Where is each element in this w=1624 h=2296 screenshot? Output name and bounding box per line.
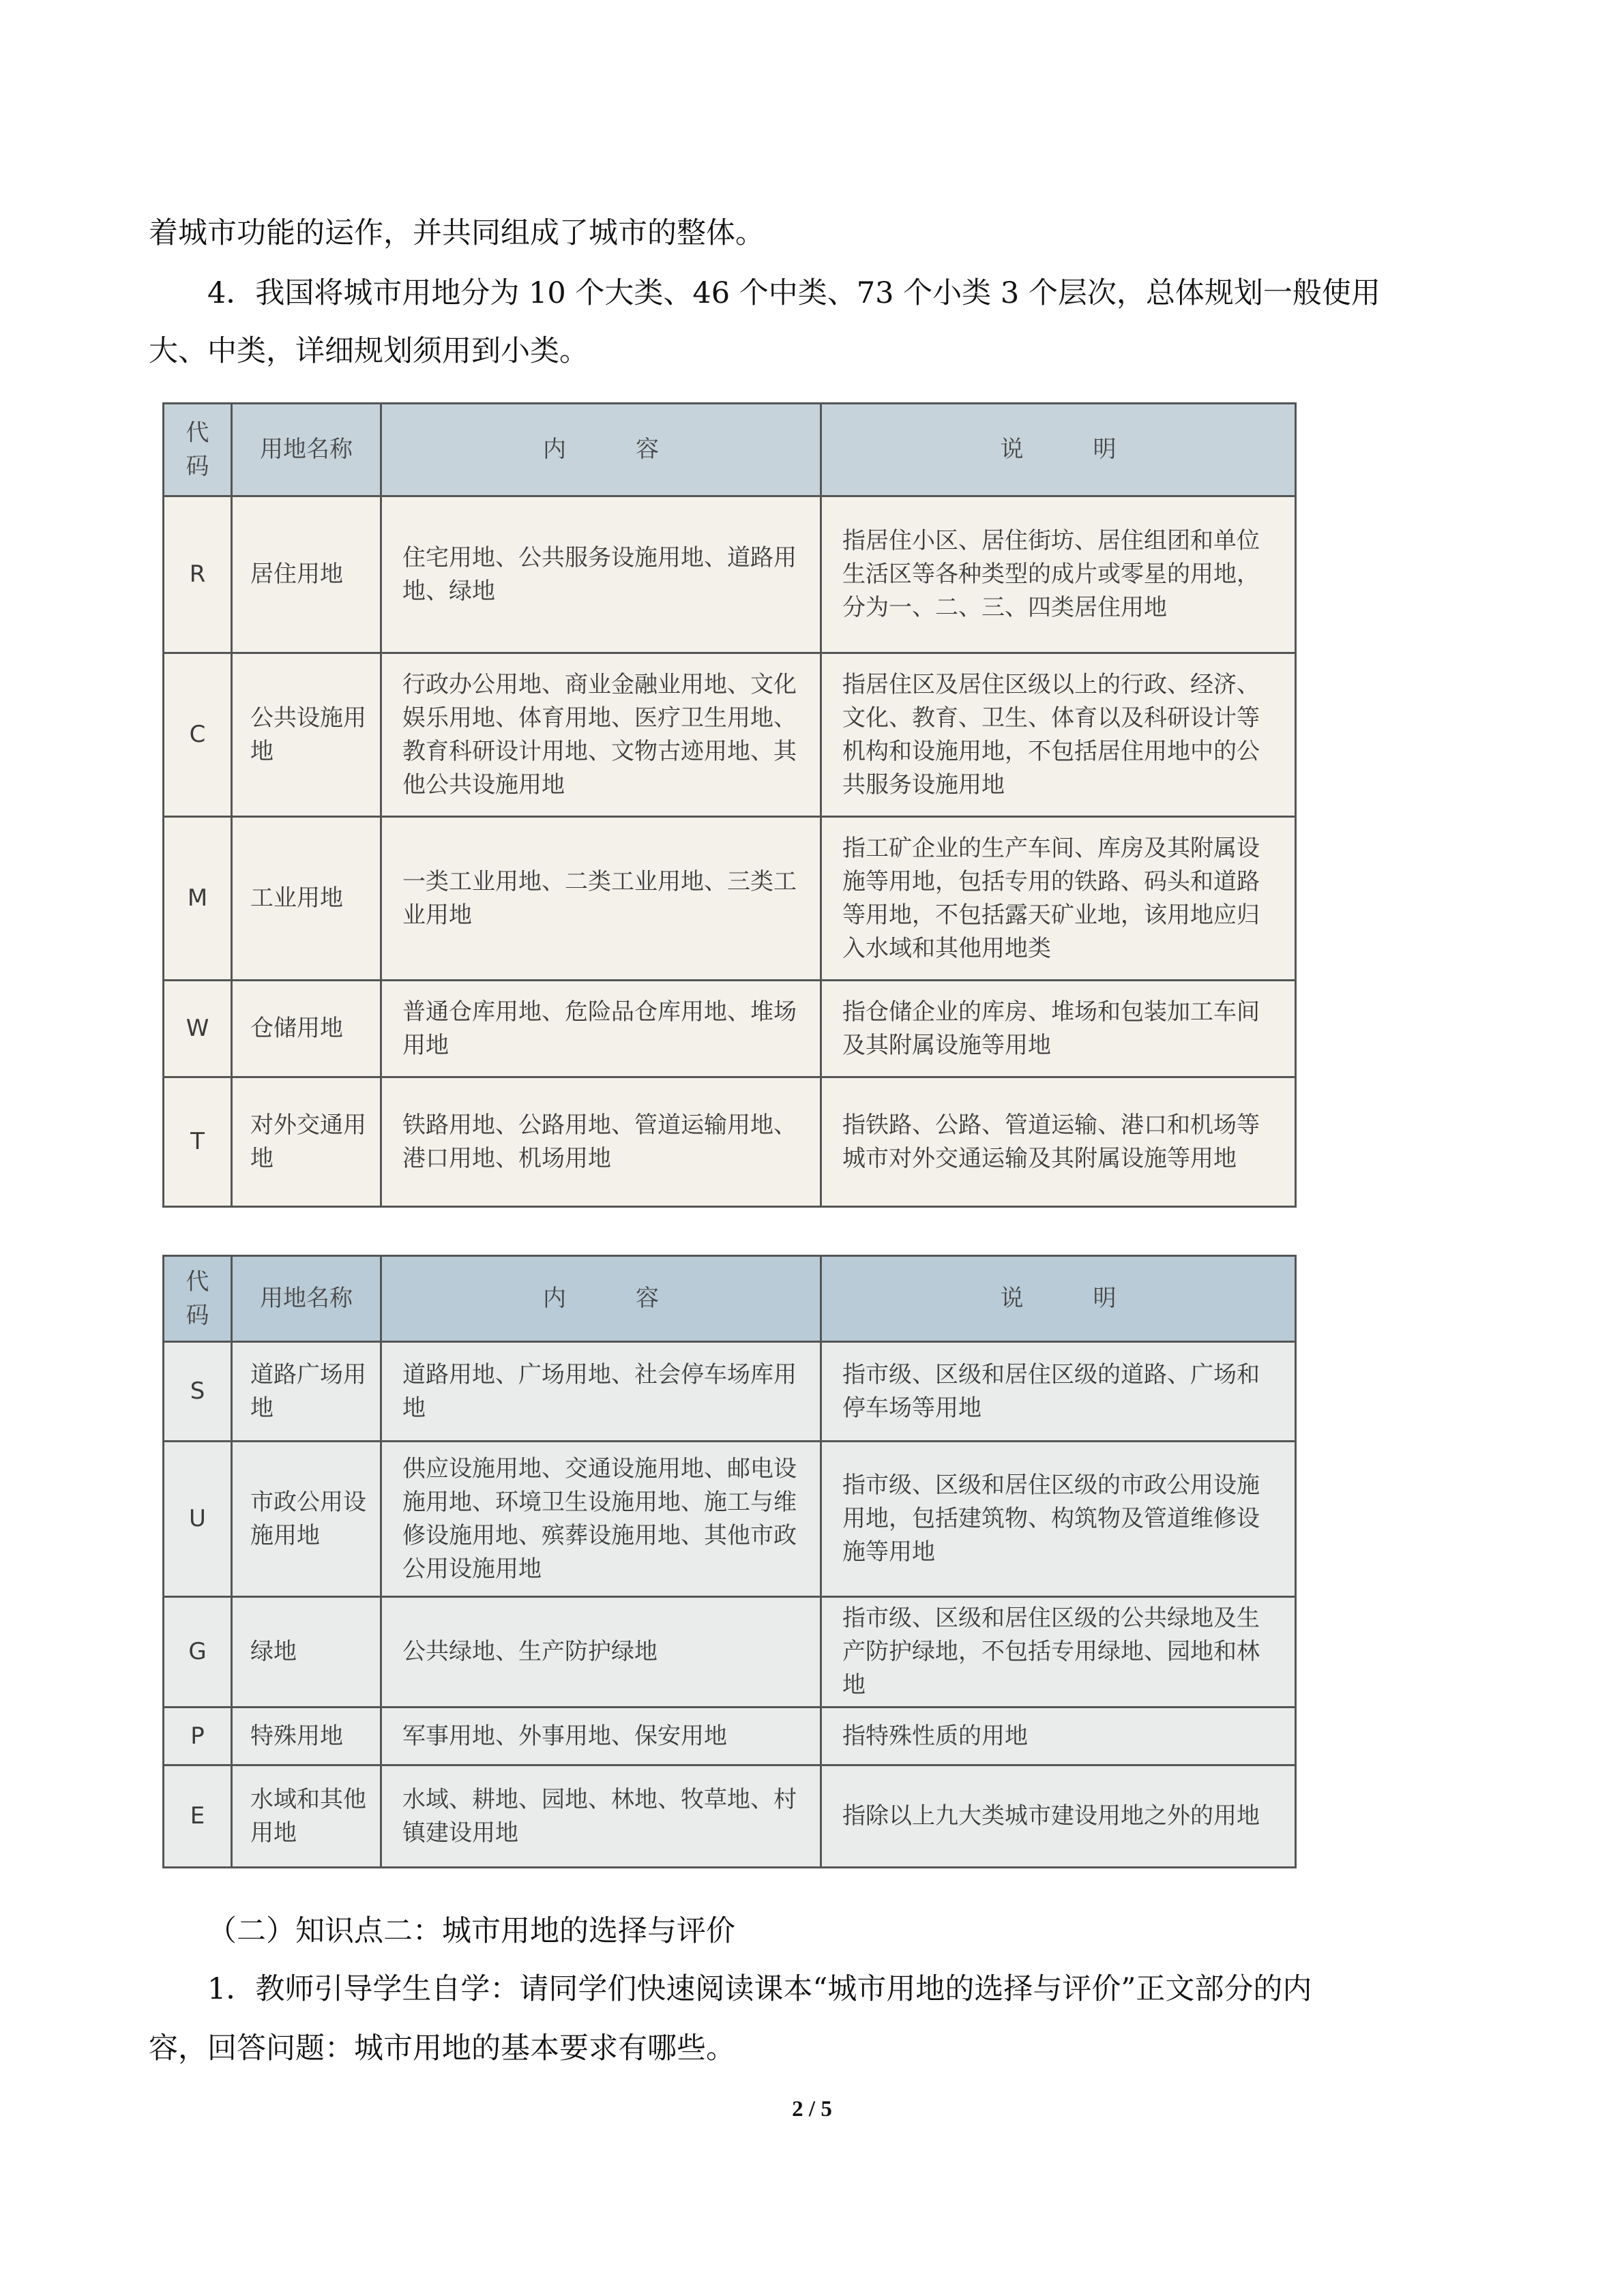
header-code-label: 代 码 [186,419,209,480]
header-name: 用地名称 [232,404,381,496]
row-code: U [164,1442,232,1597]
row-content: 一类工业用地、二类工业用地、三类工业用地 [381,817,821,981]
row-note: 指居住小区、居住街坊、居住组团和单位生活区等各种类型的成片或零星的用地，分为一、二、三、四类居住用地 [821,496,1296,653]
row-note: 指特殊性质的用地 [821,1708,1296,1765]
row-content: 铁路用地、公路用地、管道运输用地、港口用地、机场用地 [381,1077,821,1207]
header-code [164,404,232,496]
row-note: 指工矿企业的生产车间、库房及其附属设施等用地，包括专用的铁路、码头和道路等用地，不包括露天矿业地，该用地应归入水域和其他用地类 [821,817,1296,981]
row-code: S [164,1342,232,1442]
section-heading: （二）知识点二：城市用地的选择与评价 [207,1914,735,1948]
row-name: 居住用地 [232,496,381,653]
row-content: 供应设施用地、交通设施用地、邮电设施用地、环境卫生设施用地、施工与维修设施用地、殡葬设施用地、其他市政公用设施用地 [381,1442,821,1597]
row-name: 市政公用设施用地 [232,1442,381,1597]
row-code: P [164,1708,232,1765]
row-code: C [164,653,232,817]
row-note: 指市级、区级和居住区级的道路、广场和停车场等用地 [821,1342,1296,1442]
header-content: 内 容 [381,404,821,496]
row-code: W [164,981,232,1077]
header-name: 用地名称 [232,1256,381,1342]
table-row [164,1708,1296,1765]
land-use-table-1 [162,402,1297,1208]
row-content: 公共绿地、生产防护绿地 [381,1597,821,1708]
row-code: T [164,1077,232,1207]
row-code: M [164,817,232,981]
row-content: 行政办公用地、商业金融业用地、文化娱乐用地、体育用地、医疗卫生用地、教育科研设计用地、文物古迹用地、其他公共设施用地 [381,653,821,817]
paragraph-item-4: 4．我国将城市用地分为 10 个大类、46 个中类、73 个小类 3 个层次，总体规划一般使用 [207,276,1381,310]
header-code-label: 代 码 [186,1268,209,1329]
row-note: 指铁路、公路、管道运输、港口和机场等城市对外交通运输及其附属设施等用地 [821,1077,1296,1207]
row-code: G [164,1597,232,1708]
table-row [164,1442,1296,1597]
paragraph-continuation: 着城市功能的运作，并共同组成了城市的整体。 [149,216,765,250]
page-number: 2 / 5 [792,2097,832,2121]
row-name: 水域和其他用地 [232,1765,381,1868]
paragraph-item-4-cont: 大、中类，详细规划须用到小类。 [149,334,589,368]
paragraph-item-1-cont: 容，回答问题：城市用地的基本要求有哪些。 [149,2031,735,2066]
table-row [164,1597,1296,1708]
row-name: 绿地 [232,1597,381,1708]
table-row [164,817,1296,981]
row-code: R [164,496,232,653]
row-content: 住宅用地、公共服务设施用地、道路用地、绿地 [381,496,821,653]
header-note: 说 明 [821,404,1296,496]
row-note: 指居住区及居住区级以上的行政、经济、文化、教育、卫生、体育以及科研设计等机构和设施用地，不包括居住用地中的公共服务设施用地 [821,653,1296,817]
row-name: 对外交通用地 [232,1077,381,1207]
row-name: 公共设施用地 [232,653,381,817]
row-note: 指市级、区级和居住区级的公共绿地及生产防护绿地，不包括专用绿地、园地和林地 [821,1597,1296,1708]
row-name: 道路广场用地 [232,1342,381,1442]
paragraph-item-1: 1．教师引导学生自学：请同学们快速阅读课本“城市用地的选择与评价”正文部分的内 [207,1972,1312,2006]
table-header-row [164,404,1296,496]
row-note: 指仓储企业的库房、堆场和包装加工车间及其附属设施等用地 [821,981,1296,1077]
row-content: 水域、耕地、园地、林地、牧草地、村镇建设用地 [381,1765,821,1868]
row-name: 工业用地 [232,817,381,981]
row-content: 道路用地、广场用地、社会停车场库用地 [381,1342,821,1442]
row-name: 特殊用地 [232,1708,381,1765]
table-row [164,496,1296,653]
header-note: 说 明 [821,1256,1296,1342]
row-name: 仓储用地 [232,981,381,1077]
table-row [164,981,1296,1077]
table-row [164,1765,1296,1868]
land-use-table-2 [162,1255,1297,1868]
row-code: E [164,1765,232,1868]
row-note: 指除以上九大类城市建设用地之外的用地 [821,1765,1296,1868]
table-row [164,1077,1296,1207]
table-row [164,1342,1296,1442]
row-content: 普通仓库用地、危险品仓库用地、堆场用地 [381,981,821,1077]
table-row [164,653,1296,817]
table-header-row [164,1256,1296,1342]
row-content: 军事用地、外事用地、保安用地 [381,1708,821,1765]
header-content: 内 容 [381,1256,821,1342]
header-code [164,1256,232,1342]
row-note: 指市级、区级和居住区级的市政公用设施用地，包括建筑物、构筑物及管道维修设施等用地 [821,1442,1296,1597]
